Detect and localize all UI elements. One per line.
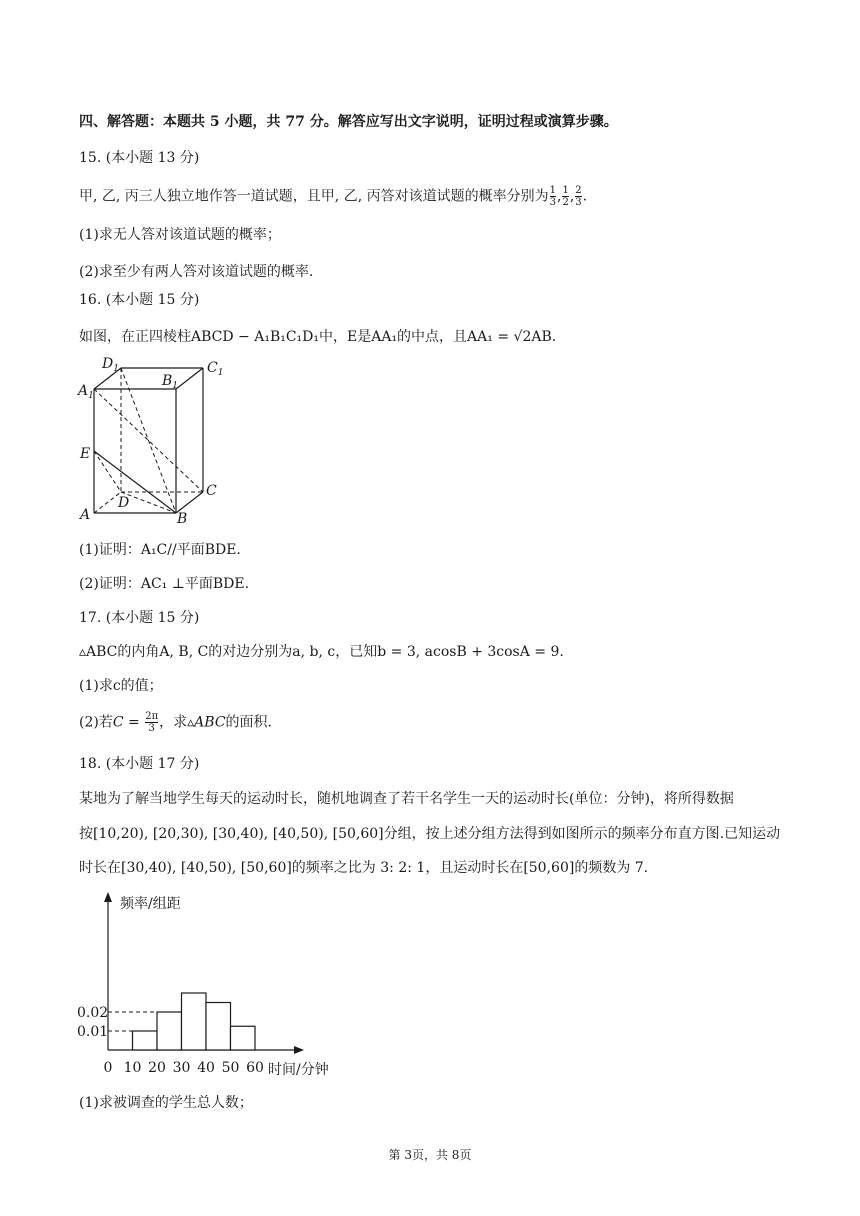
q16-title: 16. (本小题 15 分) — [79, 292, 200, 308]
label-B: B — [177, 511, 188, 527]
label-C: C — [206, 483, 217, 499]
label-E: E — [80, 446, 91, 462]
x-tick-label: 0 — [103, 1060, 113, 1076]
histogram-bar — [182, 993, 207, 1050]
histogram-bar — [133, 1031, 158, 1050]
q15-part1: (1)求无人答对该道试题的概率； — [79, 227, 281, 243]
histogram-bar — [206, 1003, 231, 1051]
fraction-1-3: $\frac{1}{3}$ — [549, 185, 556, 208]
x-axis-arrow — [294, 1046, 304, 1054]
q18-part1: (1)求被调查的学生总人数； — [79, 1095, 253, 1111]
label-B1: $B_1$ — [162, 373, 179, 391]
page-footer: 第 3页，共 8页 — [388, 1148, 472, 1162]
q17-part2: (2)若C = $\frac{2\pi}{3}$ ，求▵ABC的面积. — [79, 711, 272, 734]
q18-line3: 时长在[30,40), [40,50), [50,60]的频率之比为 3: 2: 1，且运动时长在[50,60]的频数为 7. — [79, 860, 649, 876]
prism-figure — [76, 352, 236, 530]
frequency-histogram — [70, 884, 350, 1080]
y-tick-label: 0.02 — [77, 1005, 109, 1021]
q15-stem-text: 甲, 乙, 丙三人独立地作答一道试题，且甲, 乙, 丙答对该道试题的概率分别为 — [79, 188, 549, 205]
q16-stem: 如图，在正四棱柱ABCD − A₁B₁C₁D₁中，E是AA₁的中点，且AA₁ = √2AB. — [79, 329, 557, 345]
q17-stem: ▵ABC的内角A, B, C的对边分别为a, b, c，已知b = 3, acosB + 3cosA = 9. — [79, 644, 564, 660]
q16-part1: (1)证明：A₁C//平面BDE. — [79, 542, 241, 558]
label-A: A — [80, 507, 91, 523]
q18-line2: 按[10,20), [20,30), [30,40), [40,50), [50,60]分组，按上述分组方法得到如图所示的频率分布直方图.已知运动 — [79, 826, 781, 842]
q17-part1: (1)求c的值； — [79, 678, 163, 694]
histogram-bar — [231, 1026, 256, 1050]
histogram-bar — [157, 1012, 182, 1050]
q16-part2: (2)证明：AC₁ ⊥平面BDE. — [79, 576, 250, 592]
y-axis-title: 频率/组距 — [120, 896, 181, 912]
q18-title: 18. (本小题 17 分) — [79, 756, 200, 772]
q15-part2: (2)求至少有两人答对该道试题的概率. — [79, 264, 314, 280]
fraction-2pi-3: $\frac{2\pi}{3}$ — [145, 711, 159, 734]
q18-line1: 某地为了解当地学生每天的运动时长，随机地调查了若干名学生一天的运动时长(单位：分钟)，将所得数据 — [79, 791, 734, 807]
x-axis-title: 时间/分钟 — [268, 1062, 329, 1078]
fraction-2-3: $\frac{2}{3}$ — [575, 185, 582, 208]
fraction-1-2: $\frac{1}{2}$ — [562, 185, 569, 208]
label-C1: $C_1$ — [207, 360, 224, 378]
q15-stem: 甲, 乙, 丙三人独立地作答一道试题，且甲, 乙, 丙答对该道试题的概率分别为 $\frac{1}{3}$ , $\frac{1}{2}$ , $\frac{2}{3}$ . — [79, 185, 588, 208]
x-tick-label: 40 — [197, 1060, 215, 1076]
x-tick-label: 30 — [172, 1060, 191, 1076]
label-D1: $D_1$ — [102, 356, 119, 374]
x-tick-label: 50 — [221, 1060, 240, 1076]
x-tick-label: 10 — [123, 1060, 142, 1076]
x-tick-label: 20 — [148, 1060, 166, 1076]
x-tick-label: 60 — [246, 1060, 264, 1076]
label-A1: $A_1$ — [78, 383, 94, 401]
y-tick-label: 0.01 — [77, 1024, 109, 1040]
label-D: D — [118, 495, 130, 511]
section-header: 四、解答题：本题共 5 小题，共 77 分。解答应写出文字说明，证明过程或演算步骤。 — [79, 114, 618, 130]
q17-title: 17. (本小题 15 分) — [79, 610, 200, 626]
q15-title: 15. (本小题 13 分) — [79, 150, 200, 166]
y-axis-arrow — [104, 892, 112, 902]
